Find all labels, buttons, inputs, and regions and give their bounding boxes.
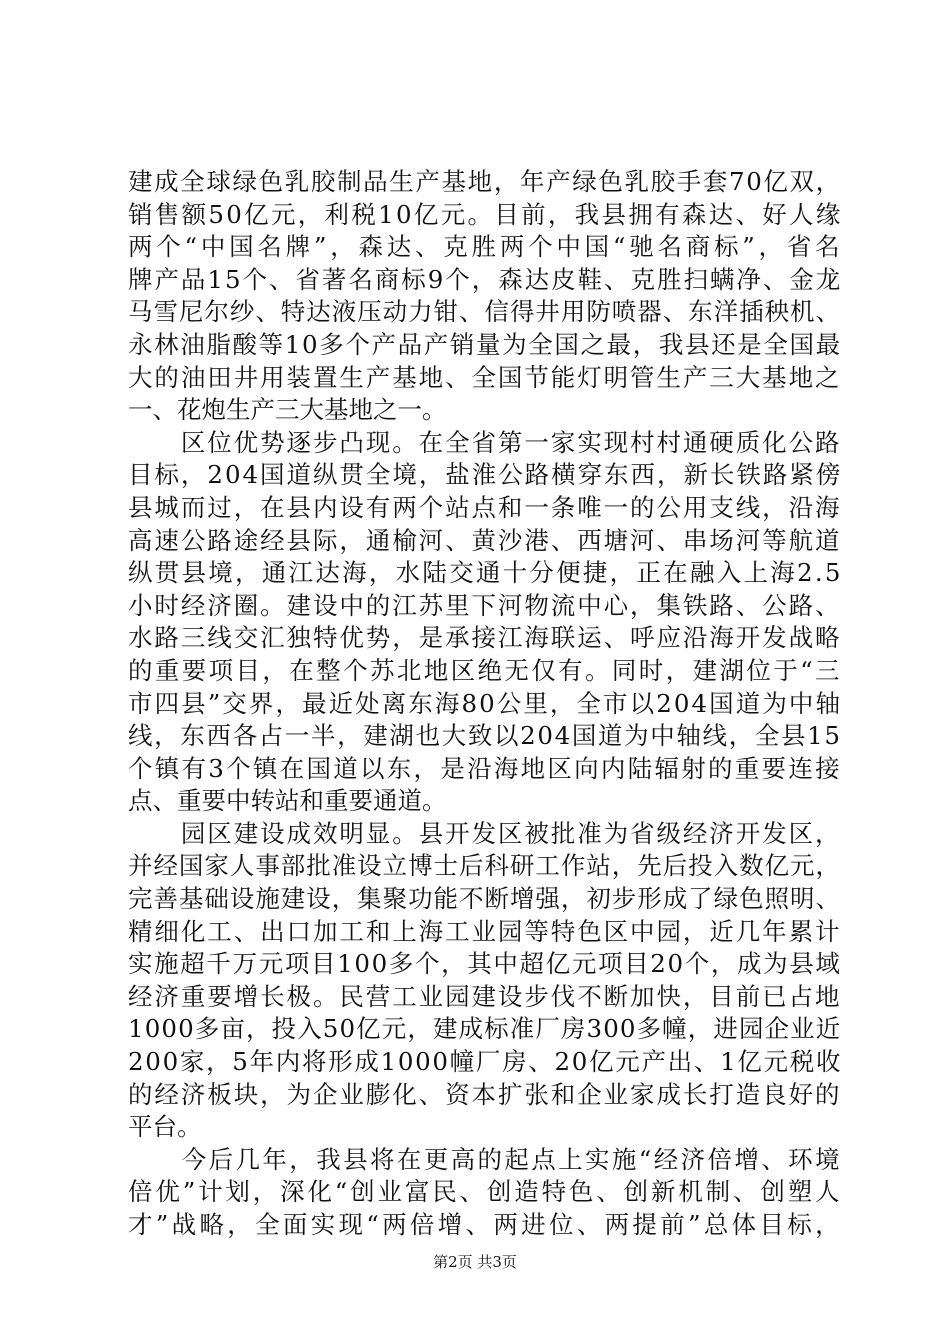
text-line: 一、花炮生产三大基地之一。 (128, 395, 447, 425)
text-line: 牌产品15个、省著名商标9个，森达皮鞋、克胜扫螨净、金龙 (128, 264, 843, 294)
text-line: 县城而过，在县内设有两个站点和一条唯一的公用支线，沿海 (128, 492, 842, 522)
text-line: 平台。 (128, 1112, 202, 1142)
text-line: 并经国家人事部批准设立博士后科研工作站，先后投入数亿元， (128, 851, 841, 881)
text-line: 200家，5年内将形成1000幢厂房、20亿元产出、1亿元税收 (128, 1047, 843, 1077)
text-line: 点、重要中转站和重要通道。 (128, 786, 447, 816)
text-line: 倍优”计划，深化“创业富民、创造特色、创新机制、创塑人 (128, 1177, 843, 1207)
text-line: 的重要项目，在整个苏北地区绝无仅有。同时，建湖位于“三 (128, 655, 842, 685)
text-line: 园区建设成效明显。县开发区被批准为省级经济开发区， (128, 818, 842, 848)
text-line: 永林油脂酸等10多个产品产销量为全国之最，我县还是全国最 (128, 329, 842, 359)
text-line: 线，东西各占一半，建湖也大致以204国道为中轴线，全县15 (128, 721, 842, 751)
body-text (128, 166, 844, 1242)
text-line: 高速公路途经县际，通榆河、黄沙港、西塘河、串场河等航道 (128, 525, 842, 555)
text-line: 纵贯县境，通江达海，水陆交通十分便捷，正在融入上海2.5 (128, 558, 843, 588)
text-line: 1000多亩，投入50亿元，建成标准厂房300多幢，进园企业近 (128, 1014, 842, 1044)
text-line: 销售额50亿元，利税10亿元。目前，我县拥有森达、好人缘 (128, 199, 843, 229)
text-line: 目标，204国道纵贯全境，盐淮公路横穿东西，新长铁路紧傍 (128, 460, 843, 490)
text-line: 今后几年，我县将在更高的起点上实施“经济倍增、环境 (128, 1144, 842, 1174)
text-line: 实施超千万元项目100多个，其中超亿元项目20个，成为县域 (128, 949, 842, 979)
page-footer: 第2页 共3页 (433, 1253, 517, 1271)
text-line: 精细化工、出口加工和上海工业园等特色区中园，近几年累计 (128, 916, 842, 946)
text-line: 完善基础设施建设，集聚功能不断增强，初步形成了绿色照明、 (128, 884, 841, 914)
text-line: 大的油田井用装置生产基地、全国节能灯明管生产三大基地之 (128, 362, 842, 392)
text-line: 水路三线交汇独特优势，是承接江海联运、呼应沿海开发战略 (128, 623, 842, 653)
text-line: 马雪尼尔纱、特达液压动力钳、信得井用防喷器、东洋插秧机、 (128, 297, 841, 327)
text-line: 市四县”交界，最近处离东海80公里，全市以204国道为中轴 (128, 688, 843, 718)
text-line: 经济重要增长极。民营工业园建设步伐不断加快，目前已占地 (128, 981, 842, 1011)
text-line: 小时经济圈。建设中的江苏里下河物流中心，集铁路、公路、 (128, 590, 842, 620)
text-line: 两个“中国名牌”，森达、克胜两个中国“驰名商标”，省名 (128, 232, 844, 262)
text-line: 建成全球绿色乳胶制品生产基地，年产绿色乳胶手套70亿双， (128, 167, 842, 196)
text-line: 区位优势逐步凸现。在全省第一家实现村村通硬质化公路 (128, 427, 842, 457)
text-line: 才”战略，全面实现“两倍增、两进位、两提前”总体目标， (128, 1210, 843, 1239)
text-line: 个镇有3个镇在国道以东，是沿海地区向内陆辐射的重要连接 (128, 753, 842, 783)
text-line: 的经济板块，为企业膨化、资本扩张和企业家成长打造良好的 (128, 1079, 842, 1109)
